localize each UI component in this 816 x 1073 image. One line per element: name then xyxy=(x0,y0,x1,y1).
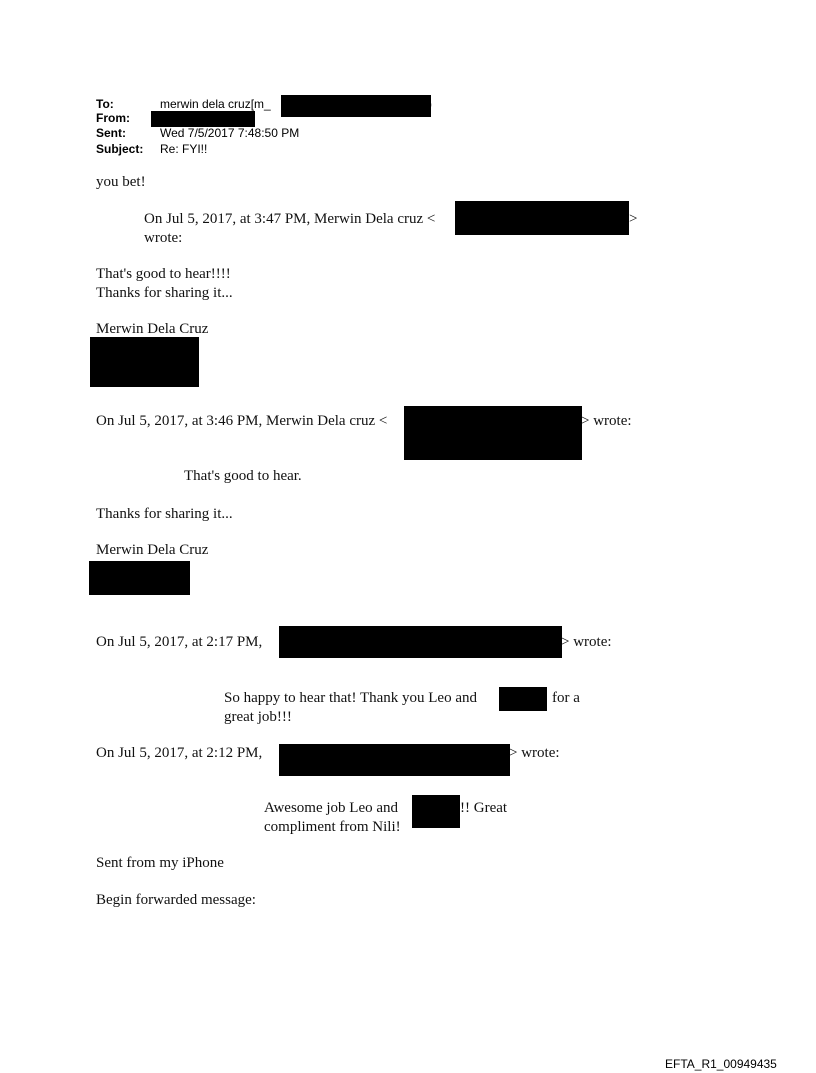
quote1-attribution-wrote: wrote: xyxy=(144,230,183,246)
quote4-attribution: On Jul 5, 2017, at 2:12 PM, xyxy=(96,745,263,761)
sent-value: Wed 7/5/2017 7:48:50 PM xyxy=(160,126,300,140)
quote3-attribution: On Jul 5, 2017, at 2:17 PM, xyxy=(96,634,263,650)
reply-text: you bet! xyxy=(96,174,146,190)
quote2-attribution-wrote: > wrote: xyxy=(581,413,632,429)
quote1-attribution-close: > xyxy=(629,211,638,227)
to-value: merwin dela cruz[m_ xyxy=(160,97,271,111)
redaction-quote4-name xyxy=(412,795,460,828)
begin-forwarded-message: Begin forwarded message: xyxy=(96,892,256,908)
redaction-quote3-sender xyxy=(279,626,562,658)
quote3-line1-end: for a xyxy=(552,690,580,706)
quote4-line2: compliment from Nili! xyxy=(264,819,401,835)
quote3-line2: great job!!! xyxy=(224,709,292,725)
quote3-line1: So happy to hear that! Thank you Leo and xyxy=(224,690,477,706)
quote4-attribution-wrote: > wrote: xyxy=(509,745,560,761)
redaction-quote1-email xyxy=(455,201,629,235)
quote3-attribution-wrote: > wrote: xyxy=(561,634,612,650)
subject-label: Subject: xyxy=(96,142,144,156)
sent-label: Sent: xyxy=(96,126,126,140)
sent-from-iphone: Sent from my iPhone xyxy=(96,855,224,871)
signature1-name: Merwin Dela Cruz xyxy=(96,321,209,337)
redaction-from xyxy=(151,111,255,127)
from-label: From: xyxy=(96,111,130,125)
quote2-attribution: On Jul 5, 2017, at 3:46 PM, Merwin Dela cruz < xyxy=(96,413,388,429)
to-label: To: xyxy=(96,97,114,111)
quote1-line2: Thanks for sharing it... xyxy=(96,285,233,301)
redaction-signature1 xyxy=(90,337,199,387)
quote2-line1: That's good to hear. xyxy=(184,468,302,484)
document-id: EFTA_R1_00949435 xyxy=(665,1057,777,1071)
signature2-name: Merwin Dela Cruz xyxy=(96,542,209,558)
redaction-signature2 xyxy=(89,561,190,595)
redaction-to-address xyxy=(281,95,431,117)
redaction-quote2-email xyxy=(404,406,582,460)
quote4-line1: Awesome job Leo and xyxy=(264,800,399,816)
quote1-line1: That's good to hear!!!! xyxy=(96,266,231,282)
to-value-end: ) xyxy=(428,97,432,111)
quote4-line1-end: !! Great xyxy=(460,800,508,816)
quote2-line2: Thanks for sharing it... xyxy=(96,506,233,522)
quote1-attribution: On Jul 5, 2017, at 3:47 PM, Merwin Dela cruz < xyxy=(144,211,436,227)
redaction-quote3-name xyxy=(499,687,547,711)
redaction-quote4-sender xyxy=(279,744,510,776)
subject-value: Re: FYI!! xyxy=(160,142,208,156)
